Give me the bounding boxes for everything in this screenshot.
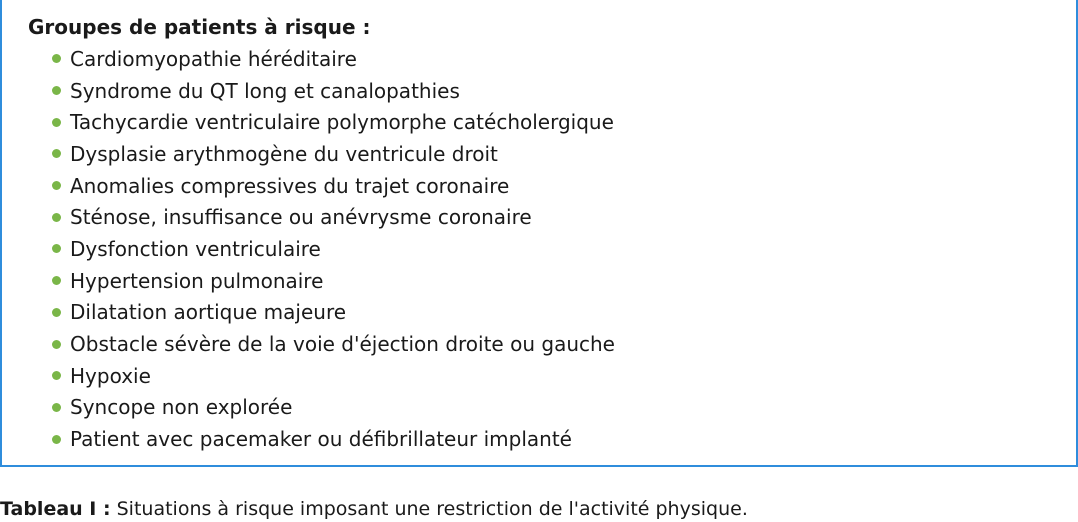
list-item: [52, 201, 615, 233]
list-item-text: Anomalies compressives du trajet coronaire: [70, 173, 510, 198]
bullet-dot-icon: [52, 244, 61, 253]
bullet-dot-icon: [52, 403, 61, 412]
bullet-dot-icon: [52, 276, 61, 285]
list-item: [52, 328, 615, 360]
list-item: [52, 170, 615, 202]
list-item-text: Syncope non explorée: [70, 395, 293, 420]
bullet-dot-icon: [52, 181, 61, 190]
bullet-dot-icon: [52, 118, 61, 127]
list-item-text: Tachycardie ventriculaire polymorphe catécholergique: [70, 110, 614, 135]
list-item-text: Dysfonction ventriculaire: [70, 236, 321, 261]
list-item: [52, 423, 615, 455]
bullet-dot-icon: [52, 435, 61, 444]
list-item-text: Dilatation aortique majeure: [70, 300, 347, 325]
list-item: [52, 233, 615, 265]
caption-text: Situations à risque imposant une restriction de l'activité physique.: [110, 498, 748, 520]
bullet-dot-icon: [52, 213, 61, 222]
list-item-text: Hypoxie: [70, 363, 151, 388]
list-item-text: Obstacle sévère de la voie d'éjection droite ou gauche: [70, 332, 615, 357]
bullet-dot-icon: [52, 340, 61, 349]
list-item-text: Cardiomyopathie héréditaire: [70, 46, 357, 71]
list-item: [52, 106, 615, 138]
bullet-dot-icon: [52, 54, 61, 63]
list-item: [52, 392, 615, 424]
list-item: [52, 360, 615, 392]
bullet-dot-icon: [52, 308, 61, 317]
caption-label: Tableau I :: [0, 498, 111, 520]
bullet-dot-icon: [52, 149, 61, 158]
list-item-text: Sténose, insuffisance ou anévrysme coronaire: [70, 205, 532, 230]
list-item-text: Hypertension pulmonaire: [70, 268, 324, 293]
list-item-text: Patient avec pacemaker ou défibrillateur implanté: [70, 427, 572, 452]
list-item: [52, 297, 615, 329]
list-item-text: Dysplasie arythmogène du ventricule droit: [70, 141, 498, 166]
list-item: [52, 43, 615, 75]
list-item: [52, 75, 615, 107]
list-item: [52, 265, 615, 297]
risk-groups-list: [52, 43, 615, 455]
bullet-dot-icon: [52, 371, 61, 380]
table-caption: [0, 496, 748, 522]
box-title: Groupes de patients à risque :: [28, 15, 371, 39]
list-item-text: Syndrome du QT long et canalopathies: [70, 78, 460, 103]
list-item: [52, 138, 615, 170]
bullet-dot-icon: [52, 86, 61, 95]
